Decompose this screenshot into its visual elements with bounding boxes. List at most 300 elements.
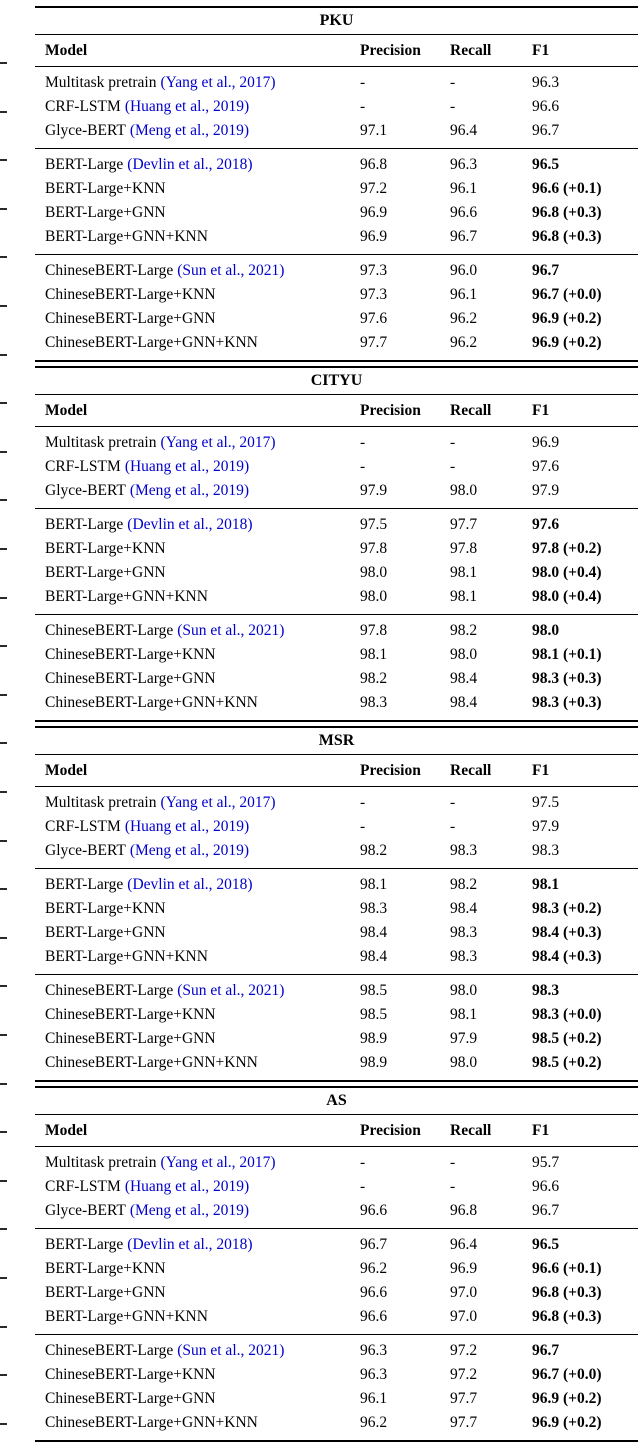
f1-value: 96.9 (+0.2) (532, 1414, 602, 1431)
table-row (35, 71, 638, 95)
f1-value: 96.8 (+0.3) (532, 228, 602, 245)
recall-value: 96.4 (450, 122, 478, 139)
recall-value: 98.0 (450, 646, 478, 663)
model-name: CRF-LSTM (45, 98, 121, 115)
table-row (35, 177, 638, 201)
table-row (35, 1411, 638, 1435)
recall-value: 97.8 (450, 540, 478, 557)
margin-tick (0, 645, 7, 647)
model-cell (45, 283, 360, 307)
model-name: BERT-Large+GNN+KNN (45, 948, 208, 965)
f1-value: 97.8 (+0.2) (532, 540, 602, 557)
row-group (35, 1229, 638, 1334)
table-row (35, 1003, 638, 1027)
table-row (35, 1281, 638, 1305)
column-header-recall: Recall (450, 402, 492, 419)
model-name: Glyce-BERT (45, 1202, 126, 1219)
dataset-section-msr (35, 726, 638, 1082)
precision-value: 96.6 (360, 1284, 388, 1301)
model-cell (45, 331, 360, 355)
precision-value: 96.2 (360, 1260, 388, 1277)
model-name: ChineseBERT-Large+GNN (45, 310, 216, 327)
column-header-row (35, 755, 638, 786)
column-header-recall: Recall (450, 42, 492, 59)
f1-value: 96.8 (+0.3) (532, 1284, 602, 1301)
precision-value: 98.0 (360, 564, 388, 581)
recall-value: 98.1 (450, 564, 478, 581)
recall-value: 97.7 (450, 1414, 478, 1431)
model-cell (45, 945, 360, 969)
section-title: PKU (319, 12, 354, 29)
margin-tick (0, 1131, 7, 1133)
recall-value: 97.9 (450, 1030, 478, 1047)
margin-tick (0, 1180, 7, 1182)
table-row (35, 307, 638, 331)
model-cell (45, 873, 360, 897)
recall-value: 96.4 (450, 1236, 478, 1253)
citation-link[interactable]: (Devlin et al., 2018) (127, 516, 253, 533)
column-header-model: Model (45, 402, 88, 419)
model-name: Multitask pretrain (45, 434, 157, 451)
precision-value: - (360, 1154, 366, 1171)
margin-tick (0, 597, 7, 599)
precision-value: 98.5 (360, 982, 388, 999)
recall-value: 96.0 (450, 262, 478, 279)
precision-value: 96.6 (360, 1202, 388, 1219)
row-group (35, 787, 638, 868)
citation-link[interactable]: (Meng et al., 2019) (129, 842, 250, 859)
table-row (35, 513, 638, 537)
f1-value: 98.3 (+0.3) (532, 694, 602, 711)
model-cell (45, 667, 360, 691)
model-cell (45, 513, 360, 537)
table-row (35, 1027, 638, 1051)
model-name: ChineseBERT-Large+GNN (45, 1030, 216, 1047)
f1-value: 96.7 (+0.0) (532, 286, 602, 303)
row-group (35, 255, 638, 360)
table-row (35, 1257, 638, 1281)
f1-value: 97.9 (532, 818, 560, 835)
precision-value: 97.9 (360, 482, 388, 499)
row-group (35, 149, 638, 254)
f1-value: 96.7 (532, 122, 560, 139)
margin-tick (0, 937, 7, 939)
table-row (35, 225, 638, 249)
f1-value: 96.6 (+0.1) (532, 180, 602, 197)
f1-value: 96.8 (+0.3) (532, 1308, 602, 1325)
margin-tick (0, 840, 7, 842)
recall-value: 96.2 (450, 310, 478, 327)
model-cell (45, 153, 360, 177)
recall-value: - (450, 1154, 456, 1171)
table-row (35, 119, 638, 143)
recall-value: 98.2 (450, 622, 478, 639)
precision-value: 98.1 (360, 646, 388, 663)
margin-tick (0, 985, 7, 987)
citation-link[interactable]: (Meng et al., 2019) (129, 1202, 250, 1219)
table-row (35, 667, 638, 691)
recall-value: - (450, 794, 456, 811)
precision-value: 96.1 (360, 1390, 388, 1407)
column-header-f1: F1 (532, 762, 550, 779)
model-name: Glyce-BERT (45, 122, 126, 139)
citation-link[interactable]: (Huang et al., 2019) (124, 818, 250, 835)
recall-value: 97.7 (450, 1390, 478, 1407)
table-row (35, 873, 638, 897)
margin-tick (0, 1277, 7, 1279)
recall-value: - (450, 98, 456, 115)
results-table (35, 6, 638, 1446)
recall-value: 97.2 (450, 1342, 478, 1359)
table-row (35, 945, 638, 969)
table-row (35, 815, 638, 839)
row-group (35, 427, 638, 508)
model-name: ChineseBERT-Large (45, 262, 174, 279)
f1-value: 96.7 (532, 1202, 560, 1219)
model-cell (45, 307, 360, 331)
margin-tick (0, 548, 7, 550)
citation-link[interactable]: (Sun et al., 2021) (177, 982, 285, 999)
table-row (35, 1305, 638, 1329)
f1-value: 98.4 (+0.3) (532, 948, 602, 965)
recall-value: 98.3 (450, 842, 478, 859)
model-name: ChineseBERT-Large+GNN+KNN (45, 1054, 258, 1071)
f1-value: 98.5 (+0.2) (532, 1030, 602, 1047)
precision-value: - (360, 1178, 366, 1195)
column-header-model: Model (45, 762, 88, 779)
table-row (35, 201, 638, 225)
f1-value: 96.7 (+0.0) (532, 1366, 602, 1383)
column-header-precision: Precision (360, 762, 421, 779)
table-row (35, 921, 638, 945)
table-row (35, 1051, 638, 1075)
citation-link[interactable]: (Yang et al., 2017) (160, 794, 276, 811)
precision-value: 98.1 (360, 876, 388, 893)
model-cell (45, 537, 360, 561)
model-name: BERT-Large+GNN (45, 204, 166, 221)
model-cell (45, 119, 360, 143)
model-cell (45, 897, 360, 921)
table-row (35, 479, 638, 503)
recall-value: 98.4 (450, 900, 478, 917)
precision-value: 98.0 (360, 588, 388, 605)
model-cell (45, 1339, 360, 1363)
section-title: CITYU (310, 372, 363, 389)
f1-value: 95.7 (532, 1154, 560, 1171)
model-cell (45, 585, 360, 609)
f1-value: 97.6 (532, 516, 560, 533)
dataset-section-as (35, 1086, 638, 1442)
citation-link[interactable]: (Meng et al., 2019) (129, 122, 250, 139)
recall-value: - (450, 74, 456, 91)
citation-link[interactable]: (Yang et al., 2017) (160, 74, 276, 91)
model-cell (45, 177, 360, 201)
precision-value: 98.4 (360, 948, 388, 965)
model-cell (45, 431, 360, 455)
section-title: AS (326, 1092, 347, 1109)
f1-value: 98.4 (+0.3) (532, 924, 602, 941)
model-name: ChineseBERT-Large+KNN (45, 1006, 216, 1023)
precision-value: 97.2 (360, 180, 388, 197)
f1-value: 96.5 (532, 156, 560, 173)
row-group (35, 67, 638, 148)
f1-value: 96.9 (532, 434, 560, 451)
margin-tick (0, 694, 7, 696)
recall-value: 96.3 (450, 156, 478, 173)
model-cell (45, 479, 360, 503)
row-group (35, 615, 638, 720)
citation-link[interactable]: (Sun et al., 2021) (177, 1342, 285, 1359)
model-name: BERT-Large (45, 156, 124, 173)
model-name: BERT-Large+KNN (45, 180, 166, 197)
model-name: Glyce-BERT (45, 842, 126, 859)
recall-value: 98.0 (450, 482, 478, 499)
recall-value: - (450, 818, 456, 835)
f1-value: 96.6 (532, 98, 560, 115)
f1-value: 98.5 (+0.2) (532, 1054, 602, 1071)
column-header-model: Model (45, 1122, 88, 1139)
table-row (35, 331, 638, 355)
table-row (35, 1151, 638, 1175)
f1-value: 96.9 (+0.2) (532, 310, 602, 327)
precision-value: 97.6 (360, 310, 388, 327)
model-name: Multitask pretrain (45, 1154, 157, 1171)
precision-value: 96.3 (360, 1342, 388, 1359)
table-row (35, 897, 638, 921)
model-name: BERT-Large+KNN (45, 540, 166, 557)
f1-value: 98.3 (532, 842, 560, 859)
model-name: BERT-Large (45, 1236, 124, 1253)
table-bottom-rule (35, 360, 638, 362)
model-cell (45, 225, 360, 249)
model-cell (45, 1175, 360, 1199)
model-cell (45, 979, 360, 1003)
f1-value: 96.9 (+0.2) (532, 1390, 602, 1407)
recall-value: 97.2 (450, 1366, 478, 1383)
table-row (35, 1175, 638, 1199)
precision-value: 97.8 (360, 540, 388, 557)
recall-value: 98.3 (450, 924, 478, 941)
precision-value: 96.2 (360, 1414, 388, 1431)
f1-value: 98.3 (+0.3) (532, 670, 602, 687)
table-row (35, 455, 638, 479)
f1-value: 96.3 (532, 74, 560, 91)
precision-value: 97.5 (360, 516, 388, 533)
model-cell (45, 921, 360, 945)
precision-value: 96.9 (360, 204, 388, 221)
precision-value: 96.9 (360, 228, 388, 245)
model-name: BERT-Large+GNN+KNN (45, 228, 208, 245)
model-name: ChineseBERT-Large (45, 982, 174, 999)
section-title: MSR (318, 732, 355, 749)
recall-value: - (450, 434, 456, 451)
margin-tick (0, 1228, 7, 1230)
recall-value: 98.3 (450, 948, 478, 965)
recall-value: 98.2 (450, 876, 478, 893)
table-row (35, 561, 638, 585)
precision-value: 97.1 (360, 122, 388, 139)
margin-tick (0, 62, 7, 64)
table-row (35, 1363, 638, 1387)
f1-value: 96.9 (+0.2) (532, 334, 602, 351)
recall-value: 98.0 (450, 1054, 478, 1071)
margin-tick (0, 1374, 7, 1376)
table-row (35, 791, 638, 815)
recall-value: 98.0 (450, 982, 478, 999)
f1-value: 98.0 (532, 622, 560, 639)
model-cell (45, 1199, 360, 1223)
f1-value: 98.1 (532, 876, 560, 893)
recall-value: 96.6 (450, 204, 478, 221)
recall-value: - (450, 1178, 456, 1195)
recall-value: 98.4 (450, 670, 478, 687)
margin-tick (0, 1326, 7, 1328)
precision-value: 98.2 (360, 670, 388, 687)
citation-link[interactable]: (Huang et al., 2019) (124, 458, 250, 475)
recall-value: 98.1 (450, 1006, 478, 1023)
table-row (35, 95, 638, 119)
model-cell (45, 1233, 360, 1257)
table-row (35, 691, 638, 715)
model-cell (45, 1305, 360, 1329)
model-cell (45, 839, 360, 863)
precision-value: - (360, 794, 366, 811)
citation-link[interactable]: (Yang et al., 2017) (160, 1154, 276, 1171)
table-row (35, 643, 638, 667)
recall-value: 96.7 (450, 228, 478, 245)
margin-tick (0, 1034, 7, 1036)
margin-tick (0, 159, 7, 161)
model-cell (45, 561, 360, 585)
model-name: BERT-Large+KNN (45, 1260, 166, 1277)
citation-link[interactable]: (Devlin et al., 2018) (127, 156, 253, 173)
table-row (35, 1233, 638, 1257)
precision-value: - (360, 74, 366, 91)
model-cell (45, 619, 360, 643)
margin-tick (0, 111, 7, 113)
recall-value: 97.0 (450, 1308, 478, 1325)
precision-value: - (360, 458, 366, 475)
row-group (35, 509, 638, 614)
table-row (35, 259, 638, 283)
row-group (35, 1335, 638, 1440)
column-header-precision: Precision (360, 1122, 421, 1139)
table-row (35, 585, 638, 609)
precision-value: 98.2 (360, 842, 388, 859)
margin-tick (0, 451, 7, 453)
recall-value: - (450, 458, 456, 475)
margin-tick (0, 256, 7, 258)
f1-value: 97.9 (532, 482, 560, 499)
precision-value: 96.7 (360, 1236, 388, 1253)
table-bottom-rule (35, 1440, 638, 1442)
citation-link[interactable]: (Huang et al., 2019) (124, 98, 250, 115)
margin-tick (0, 888, 7, 890)
dataset-section-cityu (35, 366, 638, 722)
citation-link[interactable]: (Huang et al., 2019) (124, 1178, 250, 1195)
table-row (35, 619, 638, 643)
precision-value: 96.6 (360, 1308, 388, 1325)
f1-value: 96.7 (532, 262, 560, 279)
model-cell (45, 1027, 360, 1051)
f1-value: 97.6 (532, 458, 560, 475)
model-cell (45, 1387, 360, 1411)
recall-value: 97.7 (450, 516, 478, 533)
recall-value: 97.0 (450, 1284, 478, 1301)
model-cell (45, 95, 360, 119)
model-cell (45, 1281, 360, 1305)
column-header-recall: Recall (450, 762, 492, 779)
model-name: ChineseBERT-Large+KNN (45, 1366, 216, 1383)
table-row (35, 1199, 638, 1223)
column-header-f1: F1 (532, 402, 550, 419)
model-name: ChineseBERT-Large+GNN+KNN (45, 1414, 258, 1431)
precision-value: 98.3 (360, 694, 388, 711)
f1-value: 98.3 (+0.2) (532, 900, 602, 917)
column-header-row (35, 1115, 638, 1146)
table-row (35, 1339, 638, 1363)
citation-link[interactable]: (Devlin et al., 2018) (127, 876, 253, 893)
table-bottom-rule (35, 1080, 638, 1082)
citation-link[interactable]: (Sun et al., 2021) (177, 262, 285, 279)
model-cell (45, 1363, 360, 1387)
dataset-section-pku (35, 6, 638, 362)
citation-link[interactable]: (Devlin et al., 2018) (127, 1236, 253, 1253)
precision-value: 98.9 (360, 1030, 388, 1047)
precision-value: - (360, 98, 366, 115)
model-name: BERT-Large+GNN (45, 564, 166, 581)
precision-value: - (360, 818, 366, 835)
column-header-recall: Recall (450, 1122, 492, 1139)
margin-tick (0, 305, 7, 307)
table-row (35, 153, 638, 177)
model-cell (45, 201, 360, 225)
table-row (35, 431, 638, 455)
margin-tick (0, 1083, 7, 1085)
model-name: Multitask pretrain (45, 794, 157, 811)
margin-tick (0, 1423, 7, 1425)
model-cell (45, 1003, 360, 1027)
precision-value: 97.3 (360, 286, 388, 303)
model-cell (45, 815, 360, 839)
f1-value: 98.3 (532, 982, 560, 999)
precision-value: 98.3 (360, 900, 388, 917)
table-row (35, 1387, 638, 1411)
model-cell (45, 71, 360, 95)
model-name: ChineseBERT-Large (45, 622, 174, 639)
citation-link[interactable]: (Meng et al., 2019) (129, 482, 250, 499)
column-header-row (35, 35, 638, 66)
model-name: ChineseBERT-Large+KNN (45, 646, 216, 663)
model-name: Multitask pretrain (45, 74, 157, 91)
row-group (35, 1147, 638, 1228)
precision-value: 97.7 (360, 334, 388, 351)
model-cell (45, 791, 360, 815)
model-cell (45, 455, 360, 479)
citation-link[interactable]: (Sun et al., 2021) (177, 622, 285, 639)
column-header-precision: Precision (360, 42, 421, 59)
model-name: CRF-LSTM (45, 818, 121, 835)
model-name: CRF-LSTM (45, 458, 121, 475)
model-name: BERT-Large+KNN (45, 900, 166, 917)
model-name: BERT-Large+GNN (45, 924, 166, 941)
model-name: ChineseBERT-Large+GNN+KNN (45, 334, 258, 351)
model-cell (45, 259, 360, 283)
model-name: BERT-Large+GNN (45, 1284, 166, 1301)
precision-value: - (360, 434, 366, 451)
citation-link[interactable]: (Yang et al., 2017) (160, 434, 276, 451)
model-name: Glyce-BERT (45, 482, 126, 499)
